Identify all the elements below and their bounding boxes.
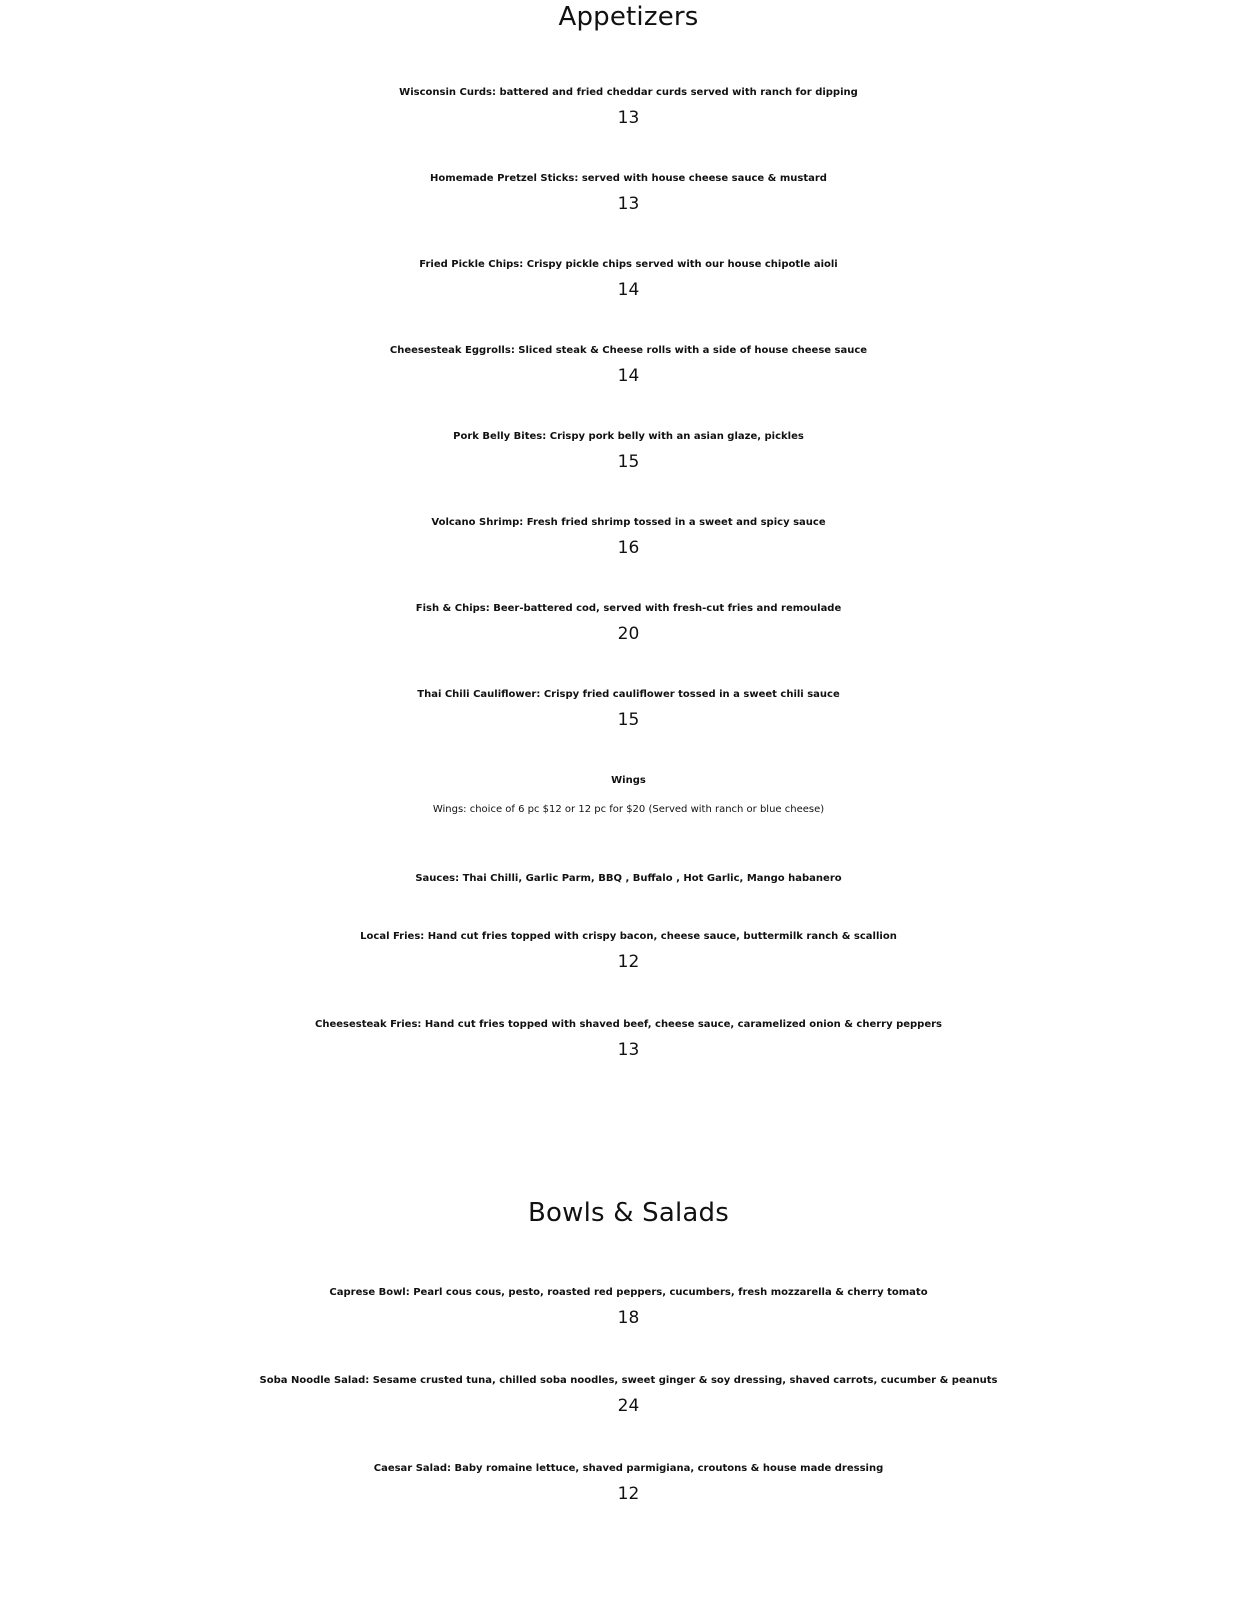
item-name: Cheesesteak Eggrolls: Sliced steak & Cheese rolls with a side of house cheese sauce <box>389 345 868 356</box>
menu-item <box>0 1280 1257 1330</box>
item-price: 13 <box>617 194 640 214</box>
menu-item <box>0 1368 1257 1418</box>
item-name: Fried Pickle Chips: Crispy pickle chips served with our house chipotle aioli <box>419 259 838 270</box>
item-note: Wings: choice of 6 pc $12 or 12 pc for $20 (Served with ranch or blue cheese) <box>432 804 825 815</box>
section-title: Appetizers <box>558 2 699 32</box>
section-appetizers <box>0 0 1257 34</box>
item-price: 18 <box>617 1308 640 1328</box>
section-bowls-salads <box>0 1196 1257 1230</box>
item-name: Caesar Salad: Baby romaine lettuce, shaved parmigiana, croutons & house made dressing <box>373 1463 884 1474</box>
item-name: Wings <box>611 775 646 786</box>
item-name: Thai Chili Cauliflower: Crispy fried cauliflower tossed in a sweet chili sauce <box>417 689 840 700</box>
menu-item-wings <box>0 768 1257 822</box>
item-price: 12 <box>617 952 640 972</box>
item-name: Local Fries: Hand cut fries topped with crispy bacon, cheese sauce, buttermilk ranch & scallion <box>360 931 897 942</box>
item-name: Cheesesteak Fries: Hand cut fries topped with shaved beef, cheese sauce, caramelized onion & cherry peppers <box>314 1019 943 1030</box>
menu-item <box>0 166 1257 216</box>
section-title: Bowls & Salads <box>527 1198 730 1228</box>
item-price: 14 <box>617 280 640 300</box>
item-price: 14 <box>617 366 640 386</box>
wings-sauces <box>0 866 1257 892</box>
item-name: Soba Noodle Salad: Sesame crusted tuna, chilled soba noodles, sweet ginger & soy dressing, shaved carrots, cucumber & peanuts <box>259 1375 998 1386</box>
menu-item <box>0 682 1257 732</box>
item-price: 12 <box>617 1484 640 1504</box>
item-name: Volcano Shrimp: Fresh fried shrimp tossed in a sweet and spicy sauce <box>431 517 826 528</box>
menu-item <box>0 80 1257 130</box>
menu-item <box>0 924 1257 974</box>
item-name: Fish & Chips: Beer-battered cod, served with fresh-cut fries and remoulade <box>415 603 842 614</box>
item-name: Homemade Pretzel Sticks: served with house cheese sauce & mustard <box>430 173 827 184</box>
menu-item <box>0 1456 1257 1506</box>
menu-item <box>0 1012 1257 1062</box>
item-price: 24 <box>617 1396 640 1416</box>
item-price: 15 <box>617 452 640 472</box>
item-name: Sauces: Thai Chilli, Garlic Parm, BBQ , Buffalo , Hot Garlic, Mango habanero <box>415 873 842 884</box>
menu-item <box>0 424 1257 474</box>
item-price: 15 <box>617 710 640 730</box>
item-name: Pork Belly Bites: Crispy pork belly with an asian glaze, pickles <box>453 431 804 442</box>
menu-item <box>0 338 1257 388</box>
item-name: Wisconsin Curds: battered and fried cheddar curds served with ranch for dipping <box>399 87 858 98</box>
item-price: 13 <box>617 1040 640 1060</box>
item-price: 16 <box>617 538 640 558</box>
item-price: 20 <box>617 624 640 644</box>
item-price: 13 <box>617 108 640 128</box>
menu-item <box>0 596 1257 646</box>
menu-item <box>0 510 1257 560</box>
menu-item <box>0 252 1257 302</box>
item-name: Caprese Bowl: Pearl cous cous, pesto, roasted red peppers, cucumbers, fresh mozzarella & cherry tomato <box>329 1287 928 1298</box>
